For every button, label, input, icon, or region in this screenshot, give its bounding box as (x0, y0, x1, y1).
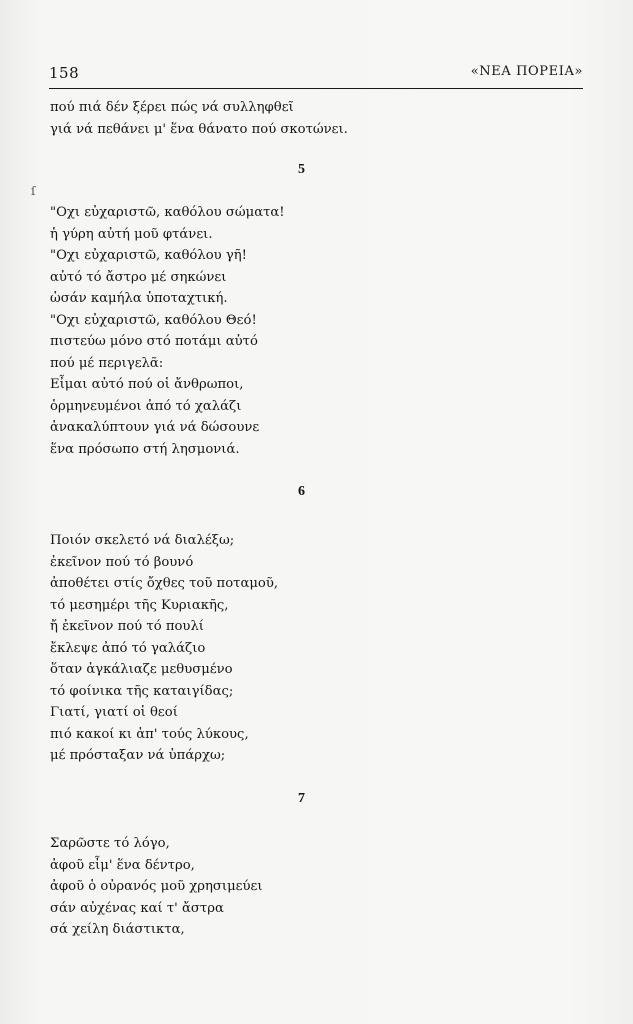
poem-line: αὐτό τό ἄστρο μέ σηκώνει (50, 269, 227, 285)
poem-line: ἡ γύρη αὐτή μοῦ φτάνει. (50, 226, 213, 242)
poem-line: σά χείλη διάστικτα, (50, 922, 185, 937)
poem-line: πού μέ περιγελᾶ: (50, 355, 164, 371)
page-number: 158 (49, 64, 80, 82)
poem-line: ἀποθέτει στίς ὄχθες τοῦ ποταμοῦ, (50, 576, 279, 591)
poem-line: ἕνα πρόσωπο στή λησμονιά. (50, 441, 240, 457)
poem-line: ὡσάν καμήλα ὑποταχτική. (50, 291, 228, 306)
poem-line: "Οχι εὐχαριστῶ, καθόλου γῆ! (50, 248, 247, 263)
stanza-5 (50, 202, 570, 460)
poem-line: γιά νά πεθάνει μ' ἕνα θάνατο πού σκοτώνει. (50, 121, 348, 137)
poem-line: ὁρμηνευμένοι ἀπό τό χαλάζι (50, 398, 242, 414)
poem-line: ἀφοῦ εἶμ' ἕνα δέντρο, (50, 857, 195, 873)
margin-mark: ſ (31, 184, 36, 198)
page-header (49, 64, 583, 89)
poem-line: ἀνακαλύπτουν γιά νά δώσουνε (50, 420, 260, 435)
poem-line: τό φοίνικα τῆς καταιγίδας; (50, 683, 234, 699)
poem-line: ἀφοῦ ὁ οὐρανός μοῦ χρησιμεύει (50, 879, 263, 894)
poem-line: Εἶμαι αὐτό πού οἱ ἄνθρωποι, (50, 377, 244, 392)
poem-line: πιστεύω μόνο στό ποτάμι αὐτό (50, 334, 258, 349)
poem-line: μέ πρόσταξαν νά ὑπάρχω; (50, 748, 226, 763)
intro-stanza (50, 97, 570, 140)
section-number-6: 6 (298, 484, 305, 499)
poem-line: Ποιόν σκελετό νά διαλέξω; (50, 533, 235, 548)
poem-line: Γιατί, γιατί οἱ θεοί (50, 705, 178, 720)
poem-line: ἔκλεψε ἀπό τό γαλάζιο (50, 640, 206, 656)
section-number-5: 5 (298, 162, 305, 177)
poem-line: ἐκεῖνον πού τό βουνό (50, 554, 194, 570)
poem-line: τό μεσημέρι τῆς Κυριακῆς, (50, 597, 229, 613)
poem-line: πού πιά δέν ξέρει πώς νά συλληφθεῖ (50, 100, 294, 115)
stanza-7 (50, 833, 570, 941)
running-title: «ΝΕΑ ΠΟΡΕΙΑ» (470, 64, 583, 79)
poem-line: ὅταν ἀγκάλιαζε μεθυσμένο (50, 662, 233, 677)
stanza-6 (50, 530, 570, 767)
poem-line: "Οχι εὐχαριστῶ, καθόλου σώματα! (50, 205, 285, 220)
poem-line: ἤ ἐκεῖνον πού τό πουλί (50, 619, 204, 634)
poem-line: "Οχι εὐχαριστῶ, καθόλου Θεό! (50, 312, 257, 328)
poem-line: σάν αὐχένας καί τ' ἄστρα (50, 900, 224, 916)
poem-line: πιό κακοί κι ἀπ' τούς λύκους, (50, 726, 249, 742)
poem-line: Σαρῶστε τό λόγο, (50, 836, 170, 851)
section-number-7: 7 (298, 791, 305, 806)
